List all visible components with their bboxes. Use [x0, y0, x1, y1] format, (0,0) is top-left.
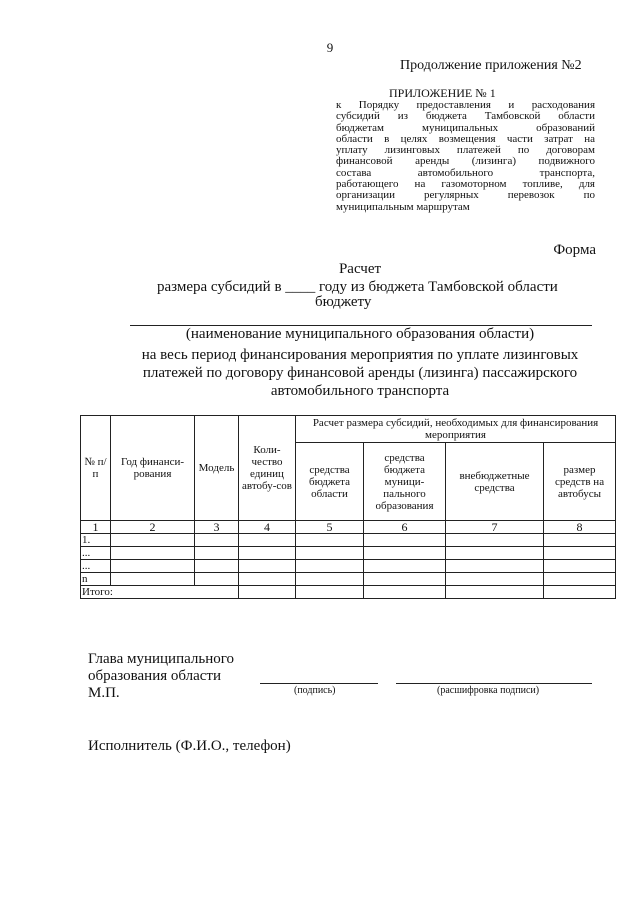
signatory-role: Глава муниципального — [88, 651, 235, 667]
column-number: 7 — [446, 521, 544, 534]
appendix-line: муниципальным маршрутам — [336, 200, 470, 213]
row-label: ... — [81, 560, 111, 573]
row-label: n — [81, 573, 111, 586]
subtitle-line: автомобильного транспорта — [270, 383, 450, 399]
column-number: 3 — [195, 521, 239, 534]
table-row — [81, 534, 616, 547]
signature-line — [260, 683, 378, 684]
header-total-amount: размер средств на автобусы — [544, 443, 616, 521]
appendix-line: к Порядку предоставления и расходования — [336, 99, 595, 111]
municipality-caption: (наименование муниципального образования области) — [185, 326, 535, 342]
continuation-label: Продолжение приложения №2 — [400, 58, 582, 73]
header-regional-budget: средства бюджета области — [296, 443, 364, 521]
doc-title-line3: бюджету — [315, 294, 372, 310]
appendix-line: работающего на газомоторном топливе, для — [336, 178, 595, 191]
doc-title: Расчет — [338, 261, 382, 277]
column-number: 8 — [544, 521, 616, 534]
header-municipal-budget: средства бюджета муници-пального образования — [364, 443, 446, 521]
header-model: Модель — [195, 416, 239, 521]
column-number: 1 — [81, 521, 111, 534]
table-row — [81, 547, 616, 560]
header-calculation-group: Расчет размера субсидий, необходимых для финансирования мероприятия — [296, 416, 616, 443]
appendix-line: области в целях возмещения части затрат на — [336, 132, 595, 145]
header-extrabudgetary: внебюджетные средства — [446, 443, 544, 521]
decryption-line — [396, 683, 592, 684]
subtitle-line: на весь период финансирования мероприятия по уплате лизинговых — [141, 347, 579, 363]
appendix-line: бюджетам муниципальных образований — [336, 121, 595, 134]
appendix-line: организации регулярных перевозок по — [336, 189, 595, 202]
executor-label: Исполнитель (Ф.И.О., телефон) — [88, 738, 291, 754]
appendix-line: субсидий из бюджета Тамбовской области — [336, 110, 595, 123]
appendix-title: ПРИЛОЖЕНИЕ № 1 — [389, 86, 496, 100]
appendix-line: уплату лизинговых платежей по договорам — [336, 144, 595, 157]
column-number: 6 — [364, 521, 446, 534]
appendix-line: состава автомобильного транспорта, — [336, 166, 595, 179]
appendix-text — [336, 100, 595, 213]
header-year: Год финанси-рования — [111, 416, 195, 521]
row-label: ... — [81, 547, 111, 560]
header-quantity: Коли-чество единиц автобу-сов — [239, 416, 296, 521]
page-number: 9 — [326, 40, 334, 55]
signatory-role: образования области — [88, 668, 222, 684]
column-number: 4 — [239, 521, 296, 534]
stamp-label: М.П. — [88, 685, 120, 701]
subsidy-calculation-table — [80, 415, 616, 599]
table-row — [81, 560, 616, 573]
row-label: 1. — [81, 534, 111, 547]
total-row — [81, 586, 616, 599]
table-row — [81, 573, 616, 586]
header-num: № п/п — [81, 416, 111, 521]
decryption-caption: (расшифровка подписи) — [437, 685, 540, 696]
column-number: 5 — [296, 521, 364, 534]
total-label: Итого: — [81, 586, 195, 599]
form-label: Форма — [553, 242, 596, 258]
subtitle-line: платежей по договору финансовой аренды (лизинга) пассажирского — [142, 365, 578, 381]
appendix-line: финансовой аренды (лизинга) подвижного — [336, 155, 595, 168]
column-number: 2 — [111, 521, 195, 534]
doc-title-line2: размера субсидий в ____ году из бюджета Тамбовской области — [157, 279, 558, 295]
signature-caption: (подпись) — [294, 685, 336, 696]
